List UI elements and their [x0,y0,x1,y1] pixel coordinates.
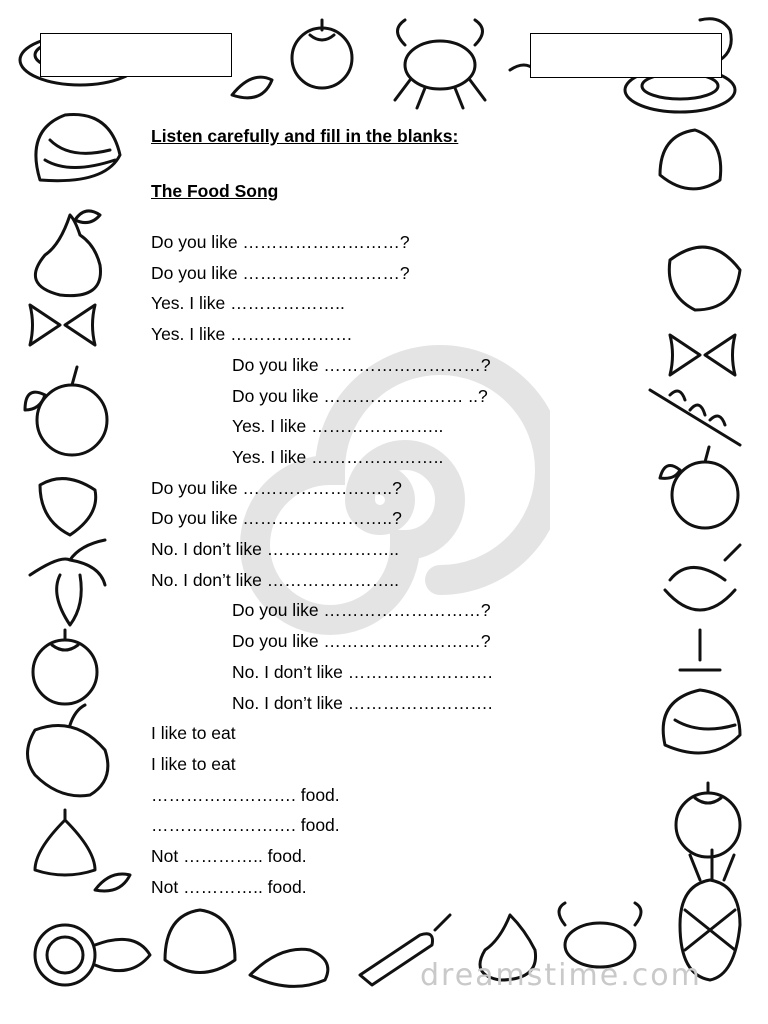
herb-sprig-icon [650,390,740,445]
song-title: The Food Song [151,181,279,201]
apple-right-icon [660,447,738,528]
strawberry-icon [40,479,96,535]
date-box[interactable] [530,33,722,78]
lyric-line: ……………………. food. [151,815,340,836]
lyric-line: No. I don’t like ………………….. [151,539,399,559]
lyric-line: No. I don’t like ………………….. [151,569,399,590]
shrimp-icon [250,949,328,986]
apple-left-icon [25,367,107,455]
pepper-right-icon [669,247,740,310]
lyric-line: Yes. I like ………………….. [232,416,444,437]
lemon-icon [35,925,150,985]
lyric-line: I like to eat [151,753,236,774]
watermark-text: dreamstime.com [420,958,702,993]
lyric-line: Yes. I like ……………….. [151,293,345,314]
lyric-line: Do you like ……………………..? [151,508,402,529]
lyric-line: Do you like ………………………? [232,600,491,621]
lyric-line: No. I don’t like ……………………. [232,692,493,713]
lyric-line: Do you like …………………… ..? [232,385,488,406]
instructions-heading: Listen carefully and fill in the blanks: [151,126,459,146]
pear-icon [35,211,100,296]
lyric-line: Do you like ……………………..? [151,477,402,498]
lyric-line: Yes. I like ………………….. [232,446,444,467]
tomato-right-icon [676,783,740,857]
lyric-line: ……………………. food. [151,784,340,805]
leaf-left-icon [95,874,130,891]
lyric-line: Do you like ………………………? [232,354,491,375]
crab-icon [395,20,485,108]
tomato-left-icon [33,630,97,704]
garlic-icon [35,810,95,875]
lyric-line: Do you like ………………………? [232,631,491,652]
lyric-line: Do you like ………………………? [151,232,410,252]
seashell-right-icon [663,690,740,753]
lyric-line: Not ………….. food. [151,846,307,866]
lyric-line: Yes. I like ………………… [151,324,353,345]
pasta-bow-right-icon [670,335,735,375]
lyric-line: Do you like ………………………? [151,262,410,283]
lyric-line: I like to eat [151,723,236,744]
banana-icon [30,540,105,625]
mushroom-right-icon [660,130,721,189]
pepper-left-icon [28,705,108,796]
pasta-bow-left-icon [30,305,95,345]
tomato-icon [292,20,352,88]
mushroom-bottom-icon [165,910,235,973]
lyric-line: Not ………….. food. [151,876,307,897]
seashell-left-icon [36,115,120,181]
leaf-icon [232,77,272,98]
name-box[interactable] [40,33,232,77]
lyric-line: No. I don’t like ……………………. [232,661,493,682]
sundae-icon [665,545,740,670]
